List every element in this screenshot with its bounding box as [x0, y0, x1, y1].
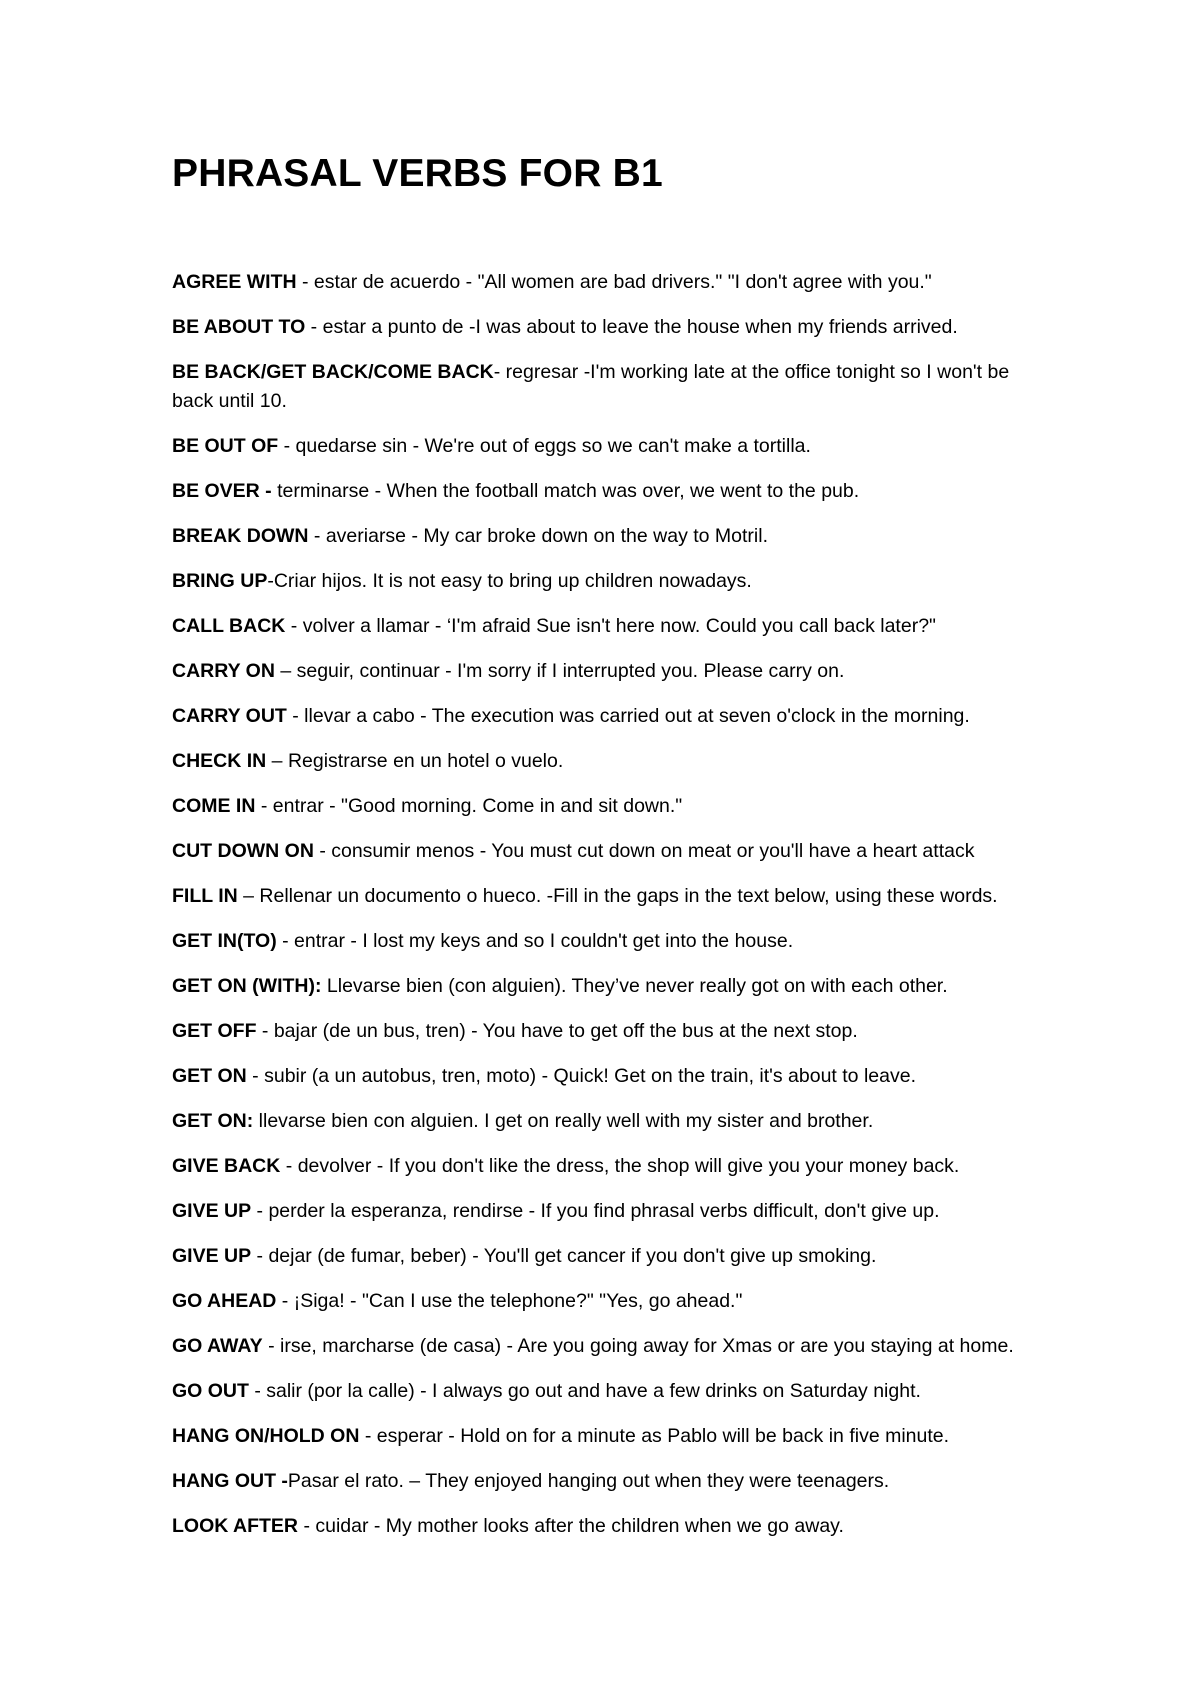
phrasal-verb-definition: - subir (a un autobus, tren, moto) - Quick! Get on the train, it's about to leave. — [246, 1065, 916, 1087]
phrasal-verb-term: BREAK DOWN — [172, 525, 309, 547]
phrasal-verb-definition: – Rellenar un documento o hueco. -Fill in the gaps in the text below, using these words. — [237, 885, 998, 907]
phrasal-verb-term: GET OFF — [172, 1020, 257, 1042]
phrasal-verb-term: GO OUT — [172, 1380, 249, 1402]
phrasal-verb-definition: - esperar - Hold on for a minute as Pablo will be back in five minute. — [359, 1425, 950, 1447]
list-item — [172, 567, 1042, 596]
phrasal-verb-definition: - llevar a cabo - The execution was carried out at seven o'clock in the morning. — [286, 705, 970, 727]
phrasal-verb-definition: Pasar el rato. – They enjoyed hanging out when they were teenagers. — [287, 1470, 890, 1492]
phrasal-verb-definition: - dejar (de fumar, beber) - You'll get cancer if you don't give up smoking. — [251, 1245, 877, 1267]
phrasal-verb-term: BE ABOUT TO — [172, 316, 306, 338]
list-item — [172, 1107, 1042, 1136]
list-item — [172, 1017, 1042, 1046]
phrasal-verb-term: FILL IN — [172, 885, 238, 907]
list-item — [172, 702, 1042, 731]
phrasal-verb-definition: - devolver - If you don't like the dress, the shop will give you your money back. — [280, 1155, 960, 1177]
phrasal-verb-list — [172, 268, 1042, 1557]
phrasal-verb-term: BE BACK/GET BACK/COME BACK — [172, 361, 494, 383]
phrasal-verb-term: CARRY ON — [172, 660, 275, 682]
list-item — [172, 657, 1042, 686]
phrasal-verb-definition: - volver a llamar - ‘I'm afraid Sue isn't here now. Could you call back later?" — [285, 615, 936, 637]
phrasal-verb-definition: - estar de acuerdo - "All women are bad drivers." "I don't agree with you." — [296, 271, 932, 293]
phrasal-verb-term: CHECK IN — [172, 750, 267, 772]
phrasal-verb-definition: - quedarse sin - We're out of eggs so we can't make a tortilla. — [278, 435, 811, 457]
phrasal-verb-term: HANG OUT - — [172, 1470, 288, 1492]
phrasal-verb-definition: - consumir menos - You must cut down on meat or you'll have a heart attack — [313, 840, 975, 862]
phrasal-verb-definition: - entrar - "Good morning. Come in and sit down." — [255, 795, 683, 817]
phrasal-verb-term: CALL BACK — [172, 615, 286, 637]
list-item — [172, 792, 1042, 821]
phrasal-verb-definition: llevarse bien con alguien. I get on really well with my sister and brother. — [253, 1110, 874, 1132]
phrasal-verb-term: CARRY OUT — [172, 705, 287, 727]
list-item — [172, 1332, 1042, 1361]
phrasal-verb-definition: - averiarse - My car broke down on the way to Motril. — [308, 525, 768, 547]
list-item — [172, 268, 1042, 297]
phrasal-verb-term: GET ON: — [172, 1110, 254, 1132]
list-item — [172, 882, 1042, 911]
phrasal-verb-definition: - regresar -I'm working late at the office tonight so I won't be back until 10. — [172, 361, 1010, 412]
list-item — [172, 1512, 1042, 1541]
page-title: PHRASAL VERBS FOR B1 — [172, 152, 663, 195]
phrasal-verb-term: BE OVER - — [172, 480, 272, 502]
phrasal-verb-term: AGREE WITH — [172, 271, 297, 293]
phrasal-verb-term: GO AHEAD — [172, 1290, 277, 1312]
list-item — [172, 837, 1042, 866]
phrasal-verb-term: GET ON (WITH): — [172, 975, 322, 997]
phrasal-verb-definition: - irse, marcharse (de casa) - Are you going away for Xmas or are you staying at home. — [262, 1335, 1014, 1357]
phrasal-verb-term: GET IN(TO) — [172, 930, 277, 952]
phrasal-verb-definition: -Criar hijos. It is not easy to bring up children nowadays. — [267, 570, 752, 592]
list-item — [172, 1467, 1042, 1496]
list-item — [172, 432, 1042, 461]
phrasal-verb-term: BRING UP — [172, 570, 268, 592]
phrasal-verb-definition: - cuidar - My mother looks after the children when we go away. — [298, 1515, 844, 1537]
list-item — [172, 972, 1042, 1001]
phrasal-verb-term: BE OUT OF — [172, 435, 279, 457]
phrasal-verb-definition: - bajar (de un bus, tren) - You have to get off the bus at the next stop. — [256, 1020, 858, 1042]
list-item — [172, 747, 1042, 776]
phrasal-verb-definition: - ¡Siga! - "Can I use the telephone?" "Yes, go ahead." — [276, 1290, 743, 1312]
list-item — [172, 612, 1042, 641]
list-item — [172, 1242, 1042, 1271]
list-item — [172, 1377, 1042, 1406]
phrasal-verb-definition: - estar a punto de -I was about to leave the house when my friends arrived. — [305, 316, 958, 338]
list-item — [172, 1287, 1042, 1316]
list-item — [172, 1152, 1042, 1181]
list-item — [172, 1062, 1042, 1091]
phrasal-verb-term: GIVE UP — [172, 1245, 252, 1267]
phrasal-verb-definition: - perder la esperanza, rendirse - If you find phrasal verbs difficult, don't give up. — [251, 1200, 940, 1222]
list-item — [172, 927, 1042, 956]
phrasal-verb-term: HANG ON/HOLD ON — [172, 1425, 360, 1447]
phrasal-verb-term: COME IN — [172, 795, 256, 817]
phrasal-verb-term: LOOK AFTER — [172, 1515, 299, 1537]
phrasal-verb-term: CUT DOWN ON — [172, 840, 314, 862]
phrasal-verb-term: GIVE UP — [172, 1200, 252, 1222]
phrasal-verb-definition: – Registrarse en un hotel o vuelo. — [266, 750, 564, 772]
list-item — [172, 358, 1042, 416]
list-item — [172, 313, 1042, 342]
phrasal-verb-definition: - salir (por la calle) - I always go out and have a few drinks on Saturday night. — [248, 1380, 921, 1402]
list-item — [172, 477, 1042, 506]
phrasal-verb-term: GET ON — [172, 1065, 247, 1087]
list-item — [172, 1422, 1042, 1451]
phrasal-verb-definition: – seguir, continuar - I'm sorry if I interrupted you. Please carry on. — [274, 660, 845, 682]
phrasal-verb-definition: terminarse - When the football match was over, we went to the pub. — [271, 480, 860, 502]
list-item — [172, 522, 1042, 551]
phrasal-verb-term: GO AWAY — [172, 1335, 263, 1357]
phrasal-verb-term: GIVE BACK — [172, 1155, 281, 1177]
phrasal-verb-definition: - entrar - I lost my keys and so I couldn't get into the house. — [276, 930, 794, 952]
list-item — [172, 1197, 1042, 1226]
phrasal-verb-definition: Llevarse bien (con alguien). They’ve never really got on with each other. — [321, 975, 948, 997]
